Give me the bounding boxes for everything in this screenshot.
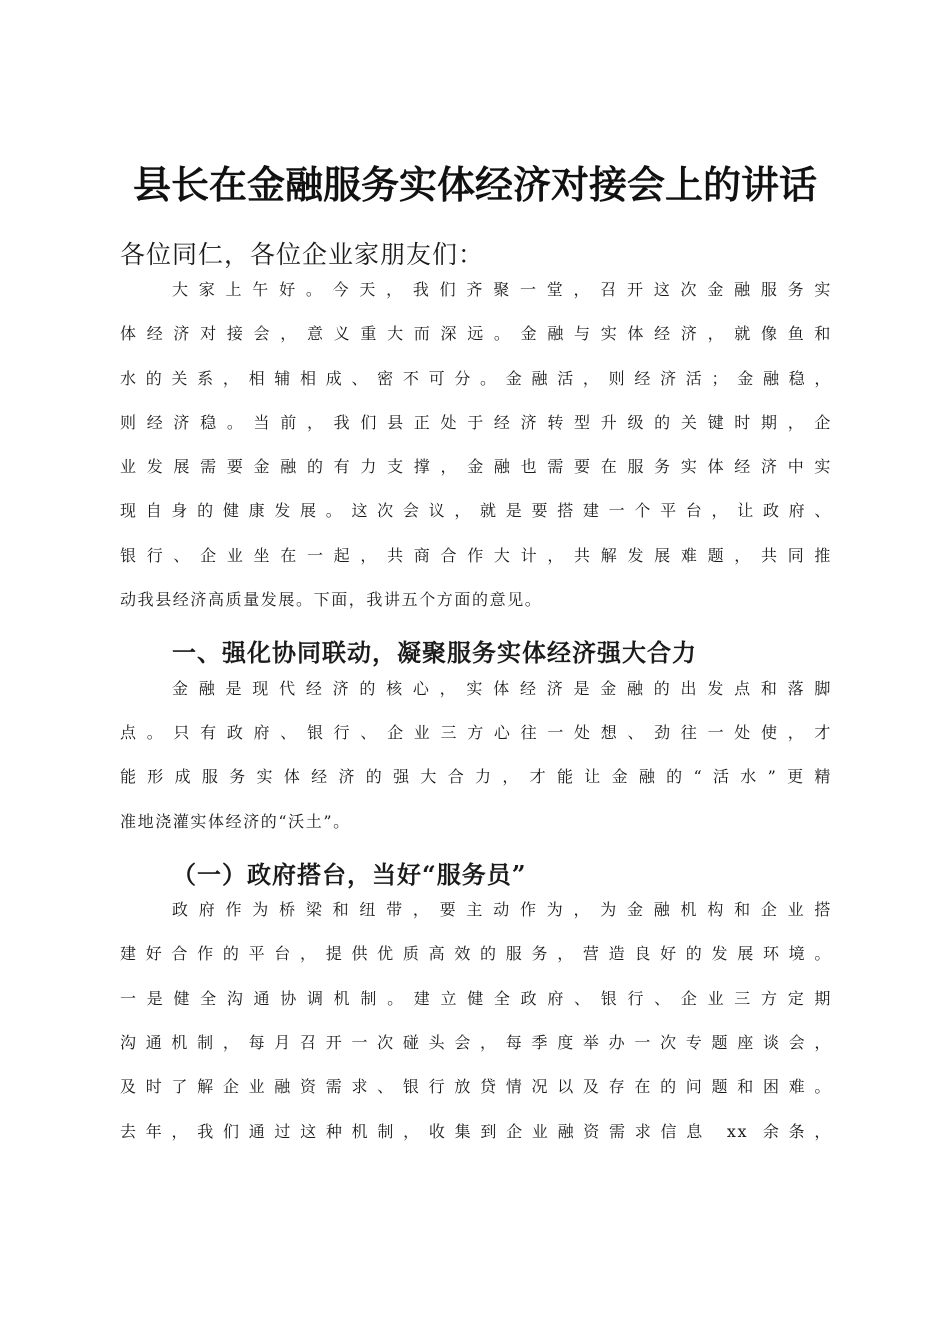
subsection-heading: （一）政府搭台，当好“服务员” xyxy=(172,859,527,889)
text-line: 能形成服务实体经济的强大合力，才能让金融的“活水”更精 xyxy=(120,767,832,787)
text-line: 则经济稳。当前，我们县正处于经济转型升级的关键时期，企 xyxy=(120,412,832,432)
subsection1-paragraph xyxy=(120,897,832,1163)
text-line: 建好合作的平台，提供优质高效的服务，营造良好的发展环境。 xyxy=(120,944,832,964)
text-line: 去年，我们通过这种机制，收集到企业融资需求信息 xx 余条， xyxy=(120,1121,832,1141)
section-heading: 一、强化协同联动，凝聚服务实体经济强大合力 xyxy=(172,639,697,668)
text-line: 体经济对接会，意义重大而深远。金融与实体经济，就像鱼和 xyxy=(120,324,832,344)
text-line: 现自身的健康发展。这次会议，就是要搭建一个平台，让政府、 xyxy=(120,501,832,521)
text-line: 政府作为桥梁和纽带，要主动作为，为金融机构和企业搭 xyxy=(172,900,832,920)
text-line: 一是健全沟通协调机制。建立健全政府、银行、企业三方定期 xyxy=(120,988,832,1008)
text-line: 业发展需要金融的有力支撑，金融也需要在服务实体经济中实 xyxy=(120,457,832,477)
section1-paragraph xyxy=(120,676,832,853)
text-line: 动我县经济高质量发展。下面，我讲五个方面的意见。 xyxy=(120,590,543,610)
document-title: 县长在金融服务实体经济对接会上的讲话 xyxy=(132,162,817,208)
text-line: 准地浇灌实体经济的“沃土”。 xyxy=(120,811,351,831)
salutation: 各位同仁，各位企业家朋友们： xyxy=(120,240,485,269)
text-line: 水的关系，相辅相成、密不可分。金融活，则经济活；金融稳， xyxy=(120,368,832,388)
intro-paragraph xyxy=(120,277,832,631)
text-line: 银行、企业坐在一起，共商合作大计，共解发展难题，共同推 xyxy=(120,545,832,565)
text-line: 沟通机制，每月召开一次碰头会，每季度举办一次专题座谈会， xyxy=(120,1033,832,1053)
text-line: 及时了解企业融资需求、银行放贷情况以及存在的问题和困难。 xyxy=(120,1077,832,1097)
text-line: 金融是现代经济的核心，实体经济是金融的出发点和落脚 xyxy=(172,678,832,698)
document-body xyxy=(120,232,832,1163)
text-line: 大家上午好。今天，我们齐聚一堂，召开这次金融服务实 xyxy=(172,280,832,299)
text-line: 点。只有政府、银行、企业三方心往一处想、劲往一处使，才 xyxy=(120,722,832,742)
